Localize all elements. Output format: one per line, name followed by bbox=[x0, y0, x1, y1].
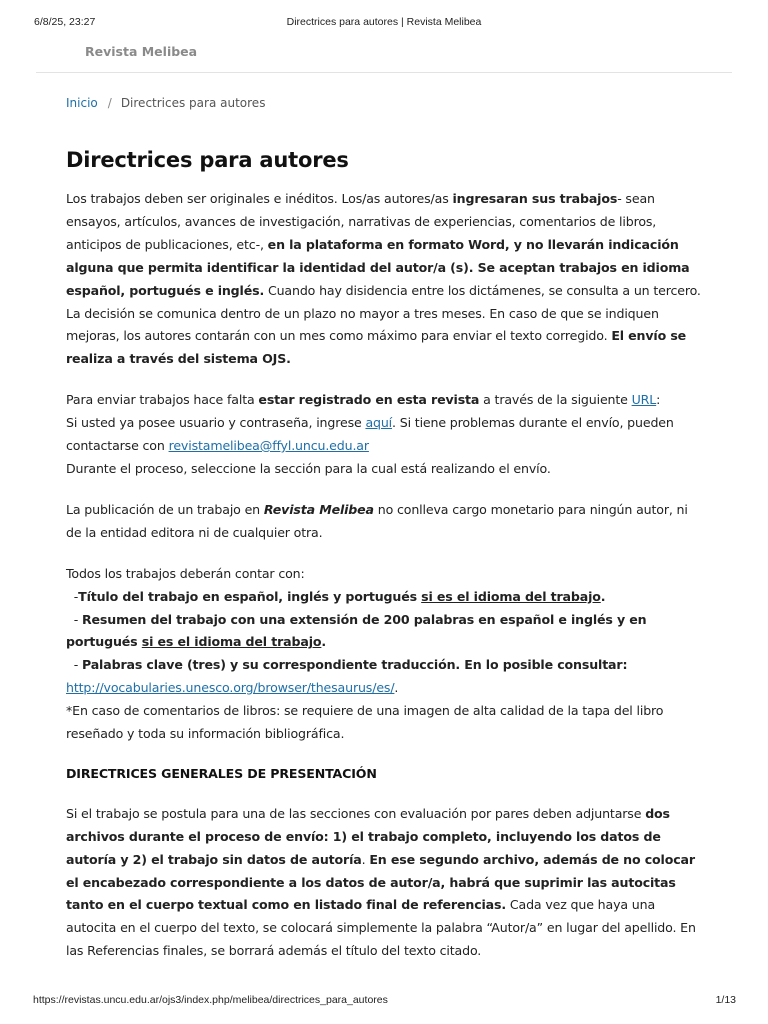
text: Cuando hay disidencia entre los dictámenes, se consulta a un tercero. La decisión se comunica dentro de un plazo no mayor a tres meses. En caso de que se indiquen mejoras, los autores contarán con un mes como máximo para enviar el texto corregido. bbox=[66, 282, 701, 344]
journal-name: Revista Melibea bbox=[263, 501, 374, 517]
print-header bbox=[0, 16, 768, 30]
print-url: https://revistas.uncu.edu.ar/ojs3/index.php/melibea/directrices_para_autores bbox=[33, 994, 388, 1006]
text: Durante el proceso, seleccione la sección para la cual está realizando el envío. bbox=[66, 460, 551, 476]
paragraph-originality bbox=[66, 188, 706, 371]
text: . bbox=[394, 680, 399, 696]
text: Cada vez que haya una autocita en el cuerpo del texto, se colocará simplemente la palabra “Autor/a” en lugar del apellido. En las Referencias finales, se borrará además el título del texto citado. bbox=[66, 897, 696, 959]
site-title-link[interactable]: Revista Melibea bbox=[85, 44, 198, 59]
paragraph-requirements bbox=[66, 563, 706, 746]
paragraph-no-cost bbox=[66, 499, 706, 545]
bold-text: Palabras clave (tres) y su correspondiente traducción. En lo posible consultar: bbox=[81, 657, 628, 673]
paragraph-submission bbox=[66, 389, 706, 481]
text: Si el trabajo se postula para una de las secciones con evaluación por pares deben adjuntarse bbox=[66, 805, 646, 821]
text: : bbox=[656, 392, 661, 408]
text: Los trabajos deben ser originales e inéditos. Los/as autores/as bbox=[66, 191, 453, 206]
text: *En caso de comentarios de libros: se requiere de una imagen de alta calidad de la tapa del libro reseñado y toda su información bibliográfica. bbox=[66, 703, 668, 742]
main-content bbox=[66, 146, 706, 963]
print-page-title: Directrices para autores | Revista Melibea bbox=[286, 16, 482, 28]
bold-text: dos archivos durante el proceso de envío: 1) el trabajo completo, incluyendo los datos de autoría y 2) el trabajo sin datos de autoría bbox=[66, 805, 670, 867]
text: . Si tiene problemas durante el envío, pueden contactarse con bbox=[66, 415, 674, 454]
underlined-text: si es el idioma del trabajo bbox=[421, 588, 601, 604]
breadcrumb bbox=[66, 96, 265, 110]
bold-text: . bbox=[600, 588, 606, 604]
paragraph-presentation bbox=[66, 803, 706, 963]
login-link[interactable]: aquí bbox=[365, 415, 393, 431]
text: . bbox=[361, 851, 370, 867]
text: a través de la siguiente bbox=[479, 392, 632, 408]
breadcrumb-current: Directrices para autores bbox=[120, 96, 266, 110]
text: - bbox=[66, 657, 82, 673]
bold-text: . bbox=[321, 634, 327, 650]
text: - bbox=[66, 588, 79, 604]
text: no conlleva cargo monetario para ningún autor, ni de la entidad editora ni de cualquier otra. bbox=[66, 501, 688, 540]
text: - bbox=[66, 611, 82, 627]
page-title: Directrices para autores bbox=[66, 148, 349, 172]
site-header bbox=[36, 38, 732, 73]
text: - sean ensayos, artículos, avances de investigación, narrativas de experiencias, comentarios de libros, anticipos de publicaciones, etc-, bbox=[66, 191, 657, 252]
print-footer bbox=[0, 994, 768, 1008]
print-datetime: 6/8/25, 23:27 bbox=[34, 16, 96, 28]
bold-text: Título del trabajo en español, inglés y portugués bbox=[78, 588, 422, 604]
thesaurus-link[interactable]: http://vocabularies.unesco.org/browser/thesaurus/es/ bbox=[66, 680, 395, 696]
print-page-counter: 1/13 bbox=[715, 994, 736, 1006]
underlined-text: si es el idioma del trabajo bbox=[141, 634, 322, 650]
bold-text: En ese segundo archivo, además de no colocar el encabezado correspondiente a los datos de autor/a, habrá que suprimir las autocitas tanto en el cuerpo textual como en listado final de referencias. bbox=[66, 851, 695, 913]
bold-text: estar registrado en esta revista bbox=[258, 392, 480, 408]
email-link[interactable]: revistamelibea@ffyl.uncu.edu.ar bbox=[168, 438, 369, 454]
bold-text: en la plataforma en formato Word, y no llevarán indicación alguna que permita identificar la identidad del autor/a (s). Se aceptan trabajos en idioma español, portugués e inglés. bbox=[66, 236, 690, 298]
text: Si usted ya posee usuario y contraseña, ingrese bbox=[66, 415, 366, 431]
breadcrumb-separator: / bbox=[107, 96, 112, 110]
bold-text: El envío se realiza a través del sistema OJS. bbox=[66, 328, 687, 367]
text: La publicación de un trabajo en bbox=[66, 501, 264, 517]
text: Para enviar trabajos hace falta bbox=[66, 392, 259, 408]
breadcrumb-home-link[interactable]: Inicio bbox=[66, 96, 98, 110]
bold-text: ingresaran sus trabajos bbox=[452, 191, 618, 206]
section-heading: DIRECTRICES GENERALES DE PRESENTACIÓN bbox=[66, 765, 377, 781]
bold-text: Resumen del trabajo con una extensión de 200 palabras en español e inglés y en portugués bbox=[66, 611, 651, 650]
url-link[interactable]: URL bbox=[631, 392, 657, 408]
text: Todos los trabajos deberán contar con: bbox=[66, 565, 305, 581]
